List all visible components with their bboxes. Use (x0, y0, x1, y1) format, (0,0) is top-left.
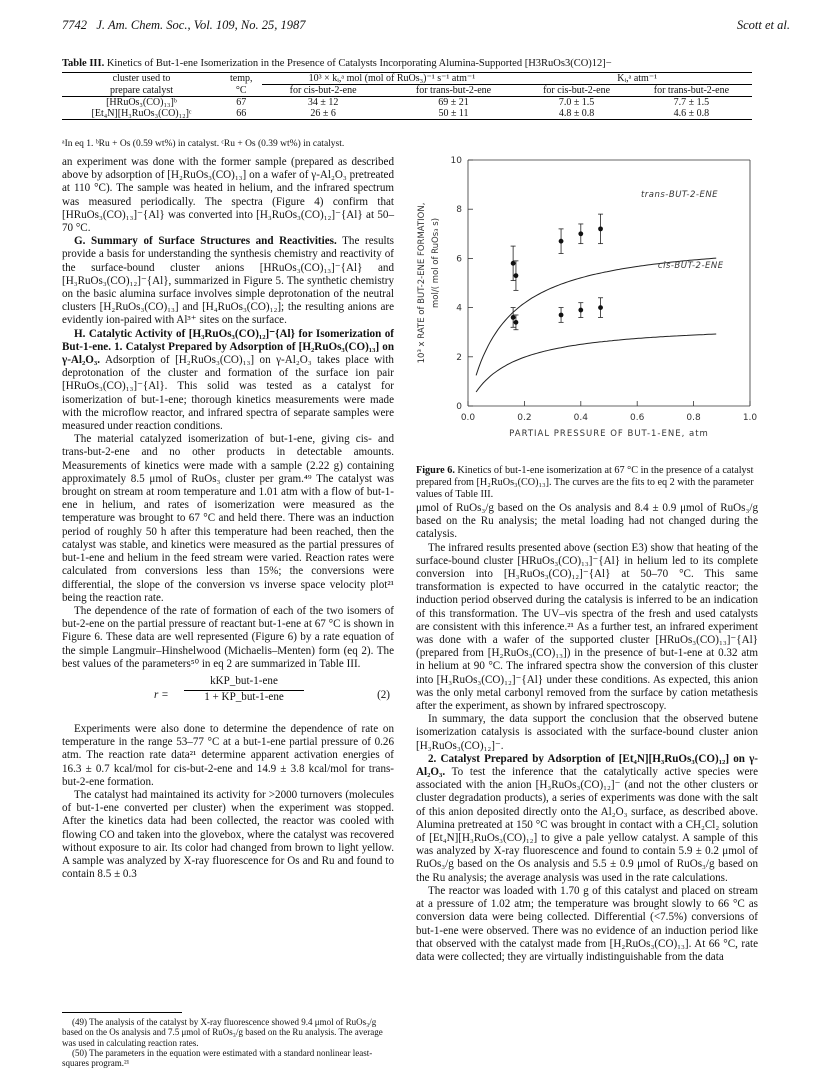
table-cell: 4.8 ± 0.8 (522, 108, 630, 120)
footnotes (62, 1012, 394, 1068)
equation-numerator: kKP_but-1-ene (184, 675, 304, 691)
journal-citation: 7742 J. Am. Chem. Soc., Vol. 109, No. 25, 1987 (62, 18, 306, 32)
footnote-rule (62, 1012, 182, 1013)
paragraph: an experiment was done with the former sample (prepared as described above by adsorption of [H₂RuOs₃(CO)₁₃] on a wafer of γ-Al₂O₃ pretreated at 110 °C). The sample was heated in helium, and the infrared spectrum was measured periodically. The spectra (Figure 4) confirm that [HRuOs₃(CO)₁₃]⁻{Al} was converted into [H₃RuOs₃(CO)₁₂]⁻{Al} at 50–70 °C. (62, 156, 394, 235)
equation-denominator: 1 + KP_but-1-ene (204, 691, 284, 704)
table-subheader-row (62, 85, 752, 97)
table-cell: 67 (236, 97, 247, 108)
equation-lhs: r = (154, 688, 169, 701)
figure-label: Figure 6. (416, 465, 455, 476)
table-caption-text: Kinetics of But-1-ene Isomerization in the Presence of Catalysts Incorporating Alumina-Supported [H3RuOs3(CO)12]− (106, 58, 612, 69)
paragraph: The material catalyzed isomerization of but-1-ene, giving cis- and trans-but-2-ene and no other products in detectable amounts. Measurements of kinetics were made with a sample (2.22 g) containing approximately 8.5 μmol of RuOs₃ cluster per gram.⁴⁹ The catalyst was brought on stream at room temperature and 1.01 atm with a flow of but-1-ene in helium, and rates of isomerization were measured as the temperature was brought to 67 °C and held there. There was an induction period of roughly 50 h after this temperature had been reached, then the catalyst was stable, and kinetics were measured as the partial pressures of but-1-ene and helium in the feed stream were varied. Reaction rates were calculated from conversions less than 15%; the conversions were differential, the slope of the conversion vs inverse space velocity plot²¹ being the reaction rate. (62, 433, 394, 604)
data-point (598, 305, 603, 310)
data-point (514, 320, 519, 325)
running-header (62, 18, 790, 36)
section-2 (416, 753, 758, 885)
table-header-cell: °C (221, 85, 262, 97)
table-header-cell: temp, (221, 73, 262, 85)
series-label: trans-BUT-2-ENE (640, 189, 719, 200)
table-cell: 26 ± 6 (262, 108, 385, 120)
y-tick-label: 0 (456, 402, 462, 412)
table-header-cell: cluster used to (62, 73, 221, 85)
x-tick-label: 0.8 (686, 413, 701, 423)
paragraph: The infrared results presented above (section E3) show that heating of the surface-bound cluster [HRuOs₃(CO)₁₃]⁻{Al} in helium led to its complete conversion into [H₃RuOs₃(CO)₁₂]⁻{Al} at 50–70 °C. This same transformation is expected to have occurred in the catalytic reactor; the induction period observed during the catalysis is inferred to be an indication of this transformation. The UV–vis spectra of the fresh and used catalysts are consistent with this inference.²¹ As a further test, an infrared experiment was done with a wafer of the supported cluster [HRuOs₃(CO)₁₃]⁻{Al} (prepared from [H₂RuOs₃(CO)₁₃]) in the presence of but-1-ene at 0.32 atm in helium at 90 °C. The infrared spectra show the conversion of this cluster into [H₃RuOs₃(CO)₁₂]⁻{Al} under these conditions. As expected, this anion was the only metal carbonyl removed from the surface by cation metathesis after the experiment, as shown by infrared spectroscopy. (416, 541, 758, 713)
figure-caption-text: Kinetics of but-1-ene isomerization at 67 °C in the presence of a catalyst prepared from [H₂RuOs₃(CO)₁₃]. The curves are the fits to eq 2 with the parameter values of Table III. (416, 465, 754, 500)
paragraph: Experiments were also done to determine the dependence of rate on temperature in the range 53–77 °C at a but-1-ene partial pressure of 0.26 atm. The reaction rate data²¹ determine apparent activation energies of 16.3 ± 0.7 kcal/mol for cis-but-2-ene and 14.9 ± 3.8 kcal/mol for trans-but-2-ene formation. (62, 722, 394, 788)
table-header-cell: for cis-but-2-ene (262, 85, 385, 97)
table-cell: 66 (221, 108, 262, 120)
table-label: Table III. (62, 58, 105, 69)
kinetics-table (62, 72, 752, 120)
section-heading: G. Summary of Surface Structures and Reactivities. (74, 235, 337, 248)
paragraph-text: To test the inference that the catalytically active species were associated with the anion [H₃RuOs₃(CO)₁₂]⁻ (and not the other clusters or cluster degradation products), a series of experiments was done with the salt of this anion deposited directly onto the Al₂O₃ surface, as described above. Alumina pretreated at 150 °C was brought in contact with a CH₂Cl₂ solution of [Et₄N][H₃RuOs₃(CO)₁₂] to give a pale yellow catalyst. A sample of this was analyzed by X-ray fluorescence and found to contain 5.9 ± 0.2 μmol of RuOs₃/g based on the Os analysis and 5.5 ± 0.9 μmol of RuOs₃/g based on the Ru analysis; the average analysis was used in the rate calculations. (416, 766, 758, 884)
y-axis-label-units: mol/( mol of RuOs₃ s) (431, 217, 441, 309)
data-point (578, 308, 583, 313)
x-tick-label: 0.0 (460, 413, 476, 423)
section-h (62, 328, 394, 434)
y-tick-label: 6 (456, 254, 462, 265)
table-caption (62, 58, 762, 69)
y-tick-label: 4 (456, 303, 462, 314)
data-point (598, 226, 603, 231)
equation-number: (2) (377, 688, 390, 701)
x-tick-label: 0.6 (630, 413, 645, 423)
table-cell: [HRuOs₃(CO)₁₃]ᵇ (106, 97, 177, 108)
data-point (511, 261, 516, 266)
paragraph-text: Adsorption of [H₂RuOs₃(CO)₁₃] on γ-Al₂O₃ takes place with deprotonation of the cluster and formation of the surface ion pair [HRuOs₃(CO)₁₃]⁻{Al}. This solid was tested as a catalyst for isomerization of but-1-ene; thorough kinetics measurements were made with the microflow reactor, and infrared spectra of separate samples were measured under reaction conditions. (62, 354, 394, 433)
paragraph: The reactor was loaded with 1.70 g of this catalyst and placed on stream at a pressure of 1.02 atm; the temperature was brought slowly to 66 °C as conversion data were being collected. Differential (<7.5%) conversions of but-1-ene were observed. There was no evidence of an induction period like that observed with the catalyst made from [H₂RuOs₃(CO)₁₃]. At 66 °C, rate data were collected; they are virtually indistinguishable from the data (416, 884, 758, 963)
table-cell: 69 ± 21 (438, 97, 469, 108)
table-footnote: ᵃIn eq 1. ᵇRu + Os (0.59 wt%) in catalyst. ᶜRu + Os (0.39 wt%) in catalyst. (62, 139, 345, 149)
table-row (62, 108, 752, 120)
section-g (62, 235, 394, 327)
author-running-head: Scott et al. (736, 18, 790, 32)
paragraph: μmol of RuOs₃/g based on the Os analysis and 8.4 ± 0.9 μmol of RuOs₃/g based on the Ru analysis; the metal loading had not changed during the catalysis. (416, 502, 758, 541)
series-label: cis-BUT-2-ENE (657, 261, 724, 272)
table-header-cell: 10³ × kᵢ,ᵃ mol (mol of RuOs₃)⁻¹ s⁻¹ atm⁻¹ (262, 73, 523, 85)
footnote: (50) The parameters in the equation were estimated with a standard nonlinear least-squares program.²¹ (62, 1047, 373, 1068)
table-cell: [Et₄N][H₃RuOs₃(CO)₁₂]ᶜ (62, 108, 221, 120)
data-point (514, 273, 519, 278)
paragraph: The catalyst had maintained its activity for >2000 turnovers (molecules of but-1-ene converted per cluster) when the experiment was stopped. After the kinetics data had been collected, the reactor was cooled with flowing CO and taken into the glovebox, where the catalyst was recovered without exposure to air. Its color had changed from brown to light yellow. A sample was analyzed by X-ray fluorescence for Os and Ru and found to contain 8.5 ± 0.3 (62, 788, 394, 881)
y-tick-label: 2 (456, 352, 462, 363)
y-tick-label: 10 (450, 156, 462, 166)
y-tick-label: 8 (456, 205, 462, 216)
x-tick-label: 0.2 (517, 413, 532, 423)
table-header-row (62, 73, 752, 85)
right-column (416, 502, 758, 964)
y-axis-label: 10³ x RATE of BUT-2-ENE FORMATION, (417, 202, 427, 364)
table-header-cell: for trans-but-2-ene (631, 85, 752, 97)
paragraph-text: The results provide a basis for understanding the synthesis chemistry and reactivity of the surface-bound cluster anions [HRuOs₃(CO)₁₃]⁻{Al} and [H₃RuOs₃(CO)₁₂]⁻{Al}, summarized in Figure 5. The synthetic chemistry on the basic alumina surface involves simple deprotonation of the neutral clusters [H₂RuOs₃(CO)₁₃] and [H₄RuOs₃(CO)₁₂]; the resulting anions are evidently ion-paired with Al³⁺ sites on the surface. (62, 235, 394, 327)
data-point (511, 315, 516, 320)
section-heading: 2. Catalyst Prepared by Adsorption of [Et₄N][H₃RuOs₃(CO)₁₂] on γ-Al₂O₃. (416, 752, 758, 779)
x-tick-label: 0.4 (573, 413, 588, 423)
table-cell: 50 ± 11 (385, 108, 523, 120)
table-header-cell: for cis-but-2-ene (522, 85, 630, 97)
footnote: (49) The analysis of the catalyst by X-ray fluorescence showed 9.4 μmol of RuOs₃/g based on the Os analysis and 7.5 μmol of RuOs₃/g based on the Ru analysis. The average was used in calculating reaction rates. (62, 1017, 383, 1048)
figure-6-chart (412, 150, 758, 462)
figure-caption (416, 465, 758, 501)
table-cell: 4.6 ± 0.8 (631, 108, 752, 120)
paragraph: In summary, the data support the conclusion that the observed butene isomerization catalysis is associated with the surface-bound cluster anion [H₃RuOs₃(CO)₁₂]⁻. (416, 713, 758, 752)
table-header-cell: prepare catalyst (62, 85, 221, 97)
x-tick-label: 1.0 (742, 413, 758, 423)
data-point (578, 231, 583, 236)
left-column (62, 156, 394, 881)
section-heading: H. Catalytic Activity of [H₃RuOs₃(CO)₁₂]⁻{Al} for Isomerization of But-1-ene. 1. Catalyst Prepared by Adsorption of [H₂RuOs₃(CO)₁₃] on γ-Al₂O₃. (62, 327, 394, 367)
fit-curve-cis (476, 334, 716, 392)
table-header-cell: Kᵢ,ᵃ atm⁻¹ (522, 73, 752, 85)
data-point (559, 239, 564, 244)
table-cell: 7.7 ± 1.5 (673, 97, 710, 108)
table-cell: 7.0 ± 1.5 (558, 97, 595, 108)
table-cell: 34 ± 12 (307, 97, 339, 108)
table-header-cell: for trans-but-2-ene (385, 85, 523, 97)
paragraph: The dependence of the rate of formation of each of the two isomers of but-2-ene on the partial pressure of reactant but-1-ene at 67 °C is shown in Figure 6. These data are well represented (Figure 6) by a rate equation of the simple Langmuir–Hinshelwood (Michaelis–Menten) form (eq 2). The best values of the parameters⁵⁰ in eq 2 are summarized in Table III. (62, 604, 394, 670)
equation-fraction (184, 675, 304, 704)
x-axis-label: PARTIAL PRESSURE OF BUT-1-ENE, atm (509, 429, 709, 439)
equation-2 (62, 675, 394, 719)
table-row (62, 97, 752, 109)
data-point (559, 313, 564, 318)
